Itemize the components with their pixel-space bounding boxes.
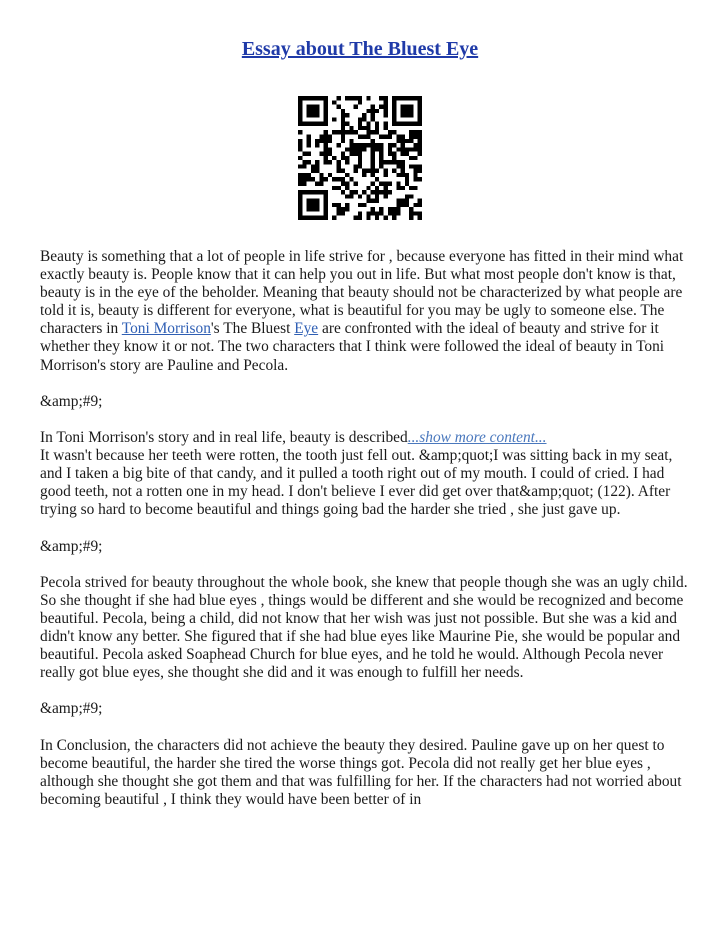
separator-3: &amp;#9; [40, 700, 103, 718]
separator-1: &amp;#9; [40, 392, 103, 410]
qr-code-icon [298, 96, 422, 220]
link-toni-morrison[interactable]: Toni Morrison [121, 320, 211, 338]
show-more-link[interactable]: ...show more content... [407, 428, 547, 446]
paragraph-1: Beauty is something that a lot of people in life strive for , because everyone has fitted in their mind what exactly beauty is. People know that it can help you out in life. But what most people don't know is that, beauty is in the eye of the beholder. Meaning that beauty should not be characterized by what people are told it is, beauty is different for everyone, what is beautiful for you may be ugly to someone else. The characters in Toni Morrison's The Bluest Eye are confronted with the ideal of beauty and strive for it whether they know it or not. The two characters that I think were followed the ideal of beauty in Toni Morrison's story are Pauline and Pecola. [40, 248, 684, 374]
paragraph-4: In Conclusion, the characters did not achieve the beauty they desired. Pauline gave up on her quest to become beautiful, the harder she tired the worse things got. Pecola did not really get her blue eyes , although she thought she got them and that was fulfilling for her. If the characters had not worried about becoming beautiful , I think they would have been better of in [40, 736, 682, 808]
paragraph-2: In Toni Morrison's story and in real life, beauty is described...show more content... It wasn't because her teeth were rotten, the tooth just fell out. &amp;quot;I was sitting back in my seat, and I taken a big bite of that candy, and it pulled a tooth right out of my mouth. I could of cried. I had good teeth, not a rotten one in my head. I don't believe I ever did get over that&amp;quot; (122). After trying so hard to become beautiful and things going bad the harder she tried , she just gave up. [40, 428, 673, 519]
separator-2: &amp;#9; [40, 537, 103, 555]
essay-body [40, 248, 690, 827]
paragraph-3: Pecola strived for beauty throughout the whole book, she knew that people though she was an ugly child. So she thought if she had blue eyes , things would be different and she would be recognized and become beautiful. Pecola, being a child, did not know that her wish was just not possible. But she was a kid and didn't know any better. She figured that if she had blue eyes like Maurine Pie, she would be popular and beautiful. Pecola asked Soaphead Church for blue eyes, and he told he would. Although Pecola never really got blue eyes, she thought she did and it was enough to fulfill her needs. [40, 573, 688, 682]
link-eye[interactable]: Eye [294, 320, 319, 338]
essay-title[interactable]: Essay about The Bluest Eye [241, 38, 479, 60]
